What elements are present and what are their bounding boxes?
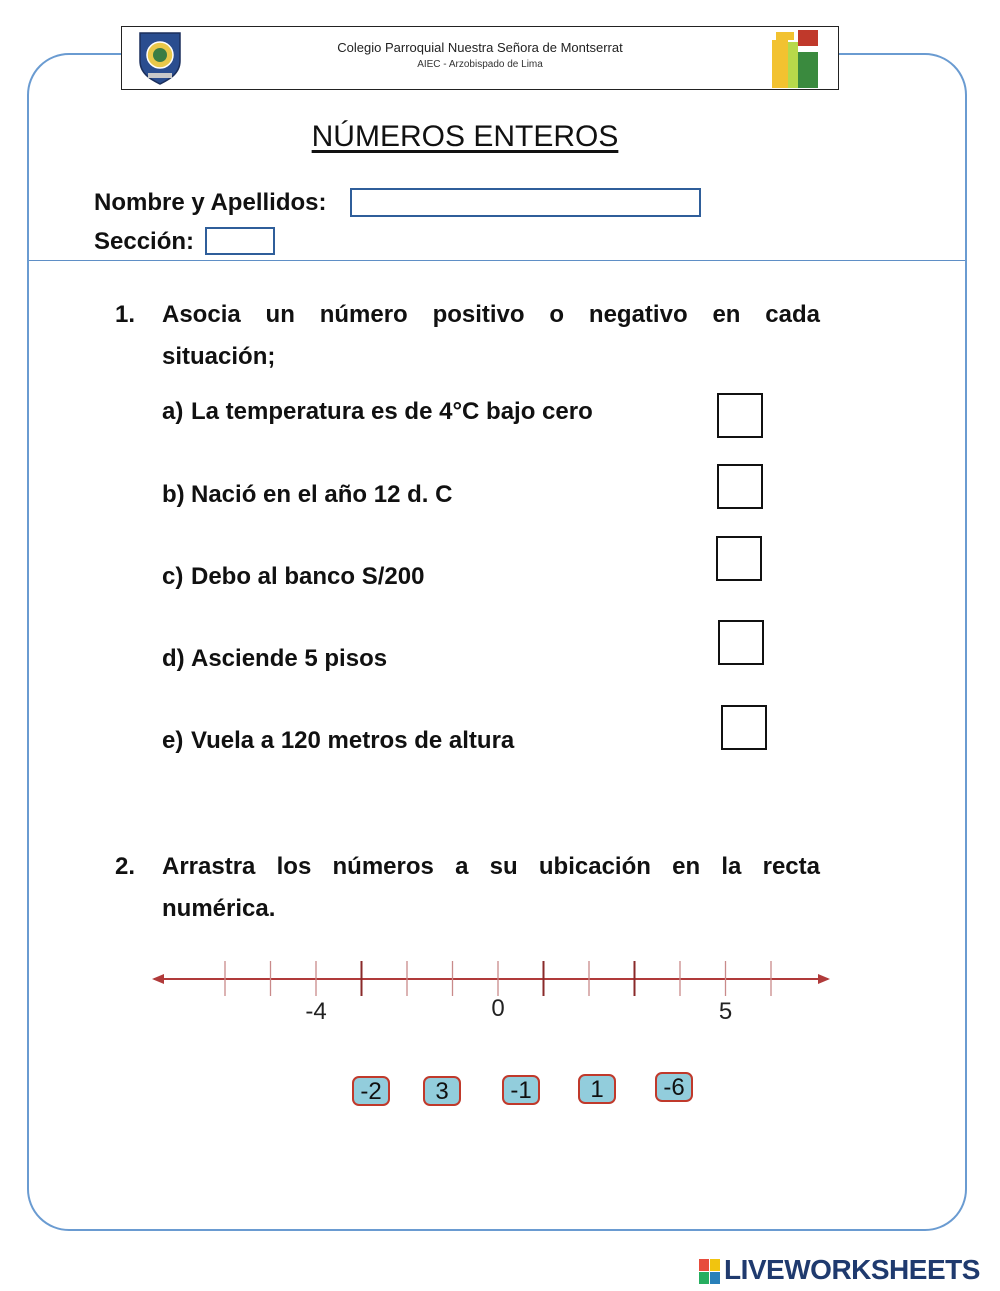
item-letter: d) xyxy=(162,645,185,672)
section-label: Sección: xyxy=(94,228,195,255)
question-2 xyxy=(115,846,820,930)
arrow-right-icon xyxy=(818,974,830,984)
divider xyxy=(29,260,965,261)
item-text: Nació en el año 12 d. C xyxy=(191,481,453,508)
question-2-number: 2. xyxy=(115,853,136,880)
question-2-prompt-line2: numérica. xyxy=(162,895,276,922)
question-2-prompt-line1: Arrastra los números a su ubicación en la recta xyxy=(162,853,820,880)
number-tile[interactable]: 1 xyxy=(578,1074,616,1104)
tick-label: -4 xyxy=(305,998,327,1025)
list-item xyxy=(162,481,452,509)
question-1-prompt-line1: Asocia un número positivo o negativo en cada xyxy=(162,301,820,328)
question-1 xyxy=(115,294,820,378)
answer-box-a[interactable] xyxy=(717,393,763,438)
section-input[interactable] xyxy=(205,227,275,255)
list-item xyxy=(162,727,514,755)
name-label: Nombre y Apellidos: xyxy=(94,189,327,216)
page-title: NÚMEROS ENTEROS xyxy=(311,120,619,153)
item-text: Debo al banco S/200 xyxy=(191,563,425,590)
question-1-number: 1. xyxy=(115,301,136,328)
liveworksheets-brand: LIVEWORKSHEETS xyxy=(724,1254,980,1285)
item-text: Vuela a 120 metros de altura xyxy=(191,727,515,754)
school-header xyxy=(121,26,839,90)
item-text: Asciende 5 pisos xyxy=(191,645,388,672)
school-logo-icon xyxy=(770,28,822,90)
list-item xyxy=(162,563,424,591)
question-1-prompt-line2: situación; xyxy=(162,343,276,370)
tick-label: 5 xyxy=(718,998,733,1025)
list-item xyxy=(162,645,387,673)
liveworksheets-logo-icon xyxy=(698,1256,722,1286)
number-line xyxy=(148,958,838,1028)
item-letter: c) xyxy=(162,563,184,590)
item-text: La temperatura es de 4°C bajo cero xyxy=(191,398,593,425)
item-letter: e) xyxy=(162,727,184,754)
number-tile[interactable]: -2 xyxy=(352,1076,390,1106)
number-tile[interactable]: 3 xyxy=(423,1076,461,1106)
name-input[interactable] xyxy=(350,188,701,217)
item-letter: a) xyxy=(162,398,184,425)
item-letter: b) xyxy=(162,481,185,508)
school-name: Colegio Parroquial Nuestra Señora de Montserrat xyxy=(337,40,623,55)
number-tile[interactable]: -1 xyxy=(502,1075,540,1105)
answer-box-e[interactable] xyxy=(721,705,767,750)
school-subtitle: AIEC - Arzobispado de Lima xyxy=(417,59,543,70)
answer-box-b[interactable] xyxy=(717,464,763,509)
list-item xyxy=(162,398,593,426)
tick-label: 0 xyxy=(491,995,505,1022)
answer-box-c[interactable] xyxy=(716,536,762,581)
arrow-left-icon xyxy=(152,974,164,984)
answer-box-d[interactable] xyxy=(718,620,764,665)
number-tile[interactable]: -6 xyxy=(655,1072,693,1102)
